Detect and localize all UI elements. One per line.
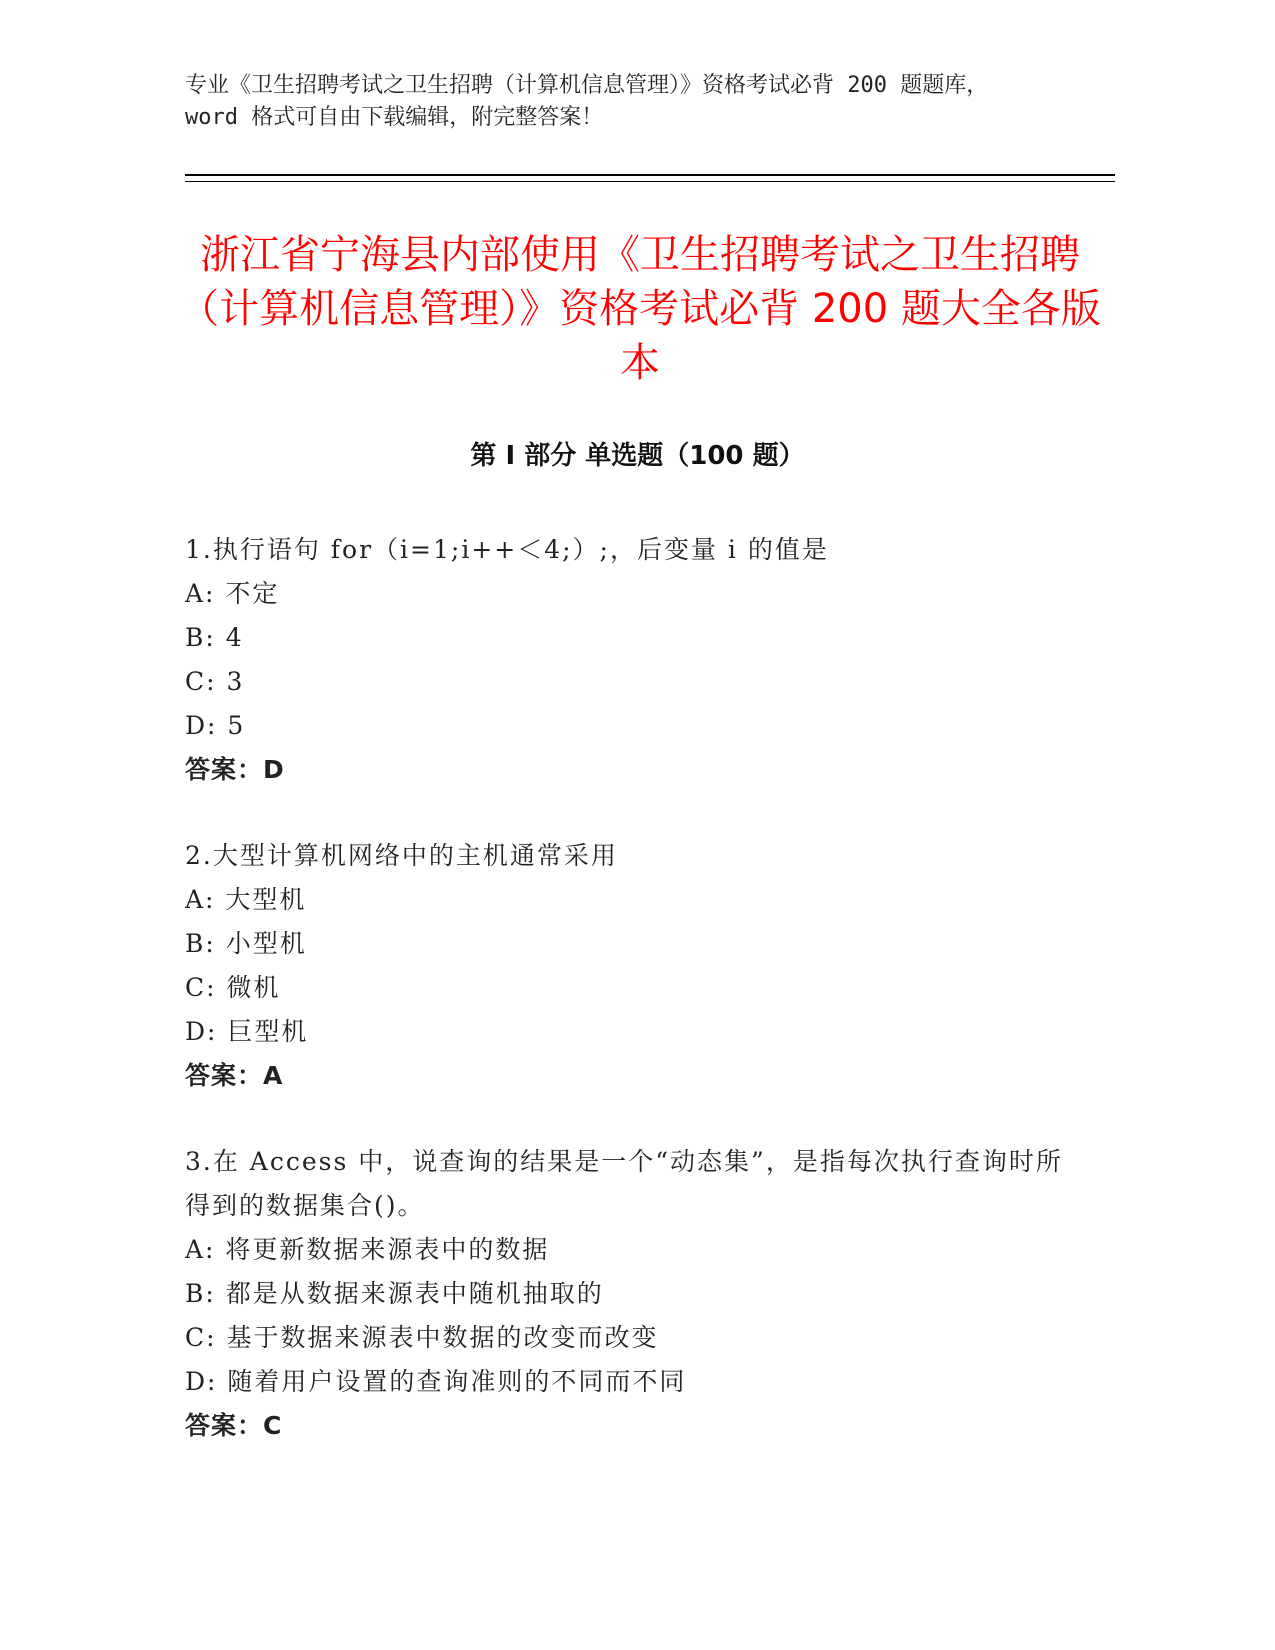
option-b: B: 都是从数据来源表中随机抽取的: [185, 1279, 604, 1308]
question-list: [185, 528, 1085, 1490]
question-stem: 2.大型计算机网络中的主机通常采用: [185, 841, 618, 870]
option-a: A: 将更新数据来源表中的数据: [185, 1235, 550, 1264]
option-b: B: 4: [185, 623, 244, 652]
option-d: D: 5: [185, 711, 246, 740]
option-b: B: 小型机: [185, 929, 307, 958]
option-c: C: 3: [185, 667, 245, 696]
option-c: C: 基于数据来源表中数据的改变而改变: [185, 1323, 659, 1352]
header-note: [185, 70, 1105, 134]
option-a: A: 不定: [185, 579, 280, 608]
header-divider-thick: [185, 174, 1115, 176]
question-stem: 1.执行语句 for（i=1;i++＜4;）;，后变量 i 的值是: [185, 535, 829, 564]
question-2: [185, 834, 1085, 1098]
header-note-line-2: word 格式可自由下载编辑，附完整答案！: [185, 105, 604, 130]
question-stem: 3.在 Access 中，说查询的结果是一个“动态集”，是指每次执行查询时所得到的数据集合()。: [185, 1147, 1063, 1220]
question-3: [185, 1140, 1085, 1448]
header-divider-thin: [185, 181, 1115, 182]
answer: 答案：D: [185, 755, 285, 784]
answer: 答案：A: [185, 1061, 284, 1090]
section-title: 第 I 部分 单选题（100 题）: [470, 441, 805, 471]
option-d: D: 随着用户设置的查询准则的不同而不同: [185, 1367, 687, 1396]
option-d: D: 巨型机: [185, 1017, 309, 1046]
question-1: [185, 528, 1085, 792]
option-a: A: 大型机: [185, 885, 307, 914]
header-note-line-1: 专业《卫生招聘考试之卫生招聘（计算机信息管理）》资格考试必背 200 题题库，: [185, 73, 989, 98]
document-title: 浙江省宁海县内部使用《卫生招聘考试之卫生招聘（计算机信息管理）》资格考试必背 200 题大全各版本: [179, 232, 1101, 386]
answer: 答案：C: [185, 1411, 283, 1440]
option-c: C: 微机: [185, 973, 281, 1002]
